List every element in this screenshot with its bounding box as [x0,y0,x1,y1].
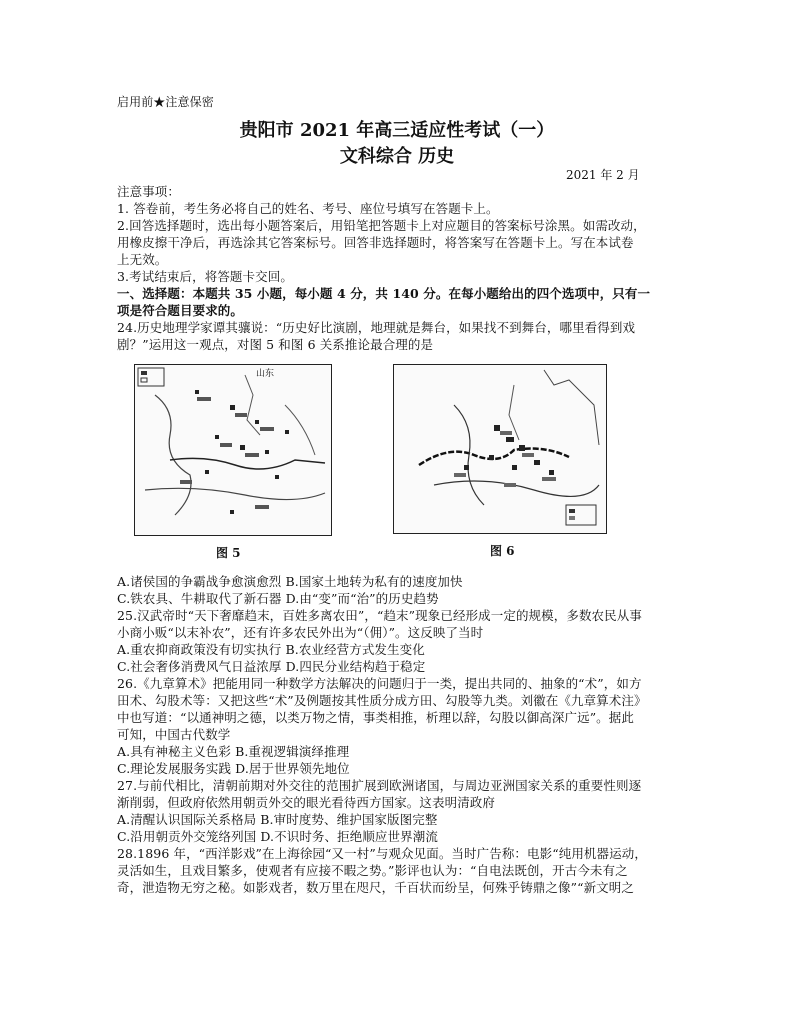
question-24-stem: 剧？”运用这一观点，对图 5 和图 6 关系推论最合理的是 [117,337,434,352]
figure-5-map [134,364,332,536]
question-25-option: A.重农抑商政策没有切实执行 B.农业经营方式发生变化 [117,642,425,657]
notes-line: 2.回答选择题时，选出每小题答案后，用铅笔把答题卡上对应题目的答案标号涂黑。如需改动， [117,218,646,233]
question-26-stem: 中也写道：“以通神明之德，以类万物之情，事类相推，析理以辞，勾股以御高深广远”。据此 [117,710,634,725]
notes-line: 1. 答卷前，考生务必将自己的姓名、考号、座位号填写在答题卡上。 [117,201,499,216]
question-28-stem: 灵活如生，且戏目繁多，使观者有应接不暇之势。”影评也认为：“自电法既创，开古今未有之 [117,863,628,878]
question-27-stem: 27.与前代相比，清朝前期对外交往的范围扩展到欧洲诸国，与周边亚洲国家关系的重要性则逐 [117,778,642,793]
question-24-stem: 24.历史地理学家谭其骧说：“历史好比演剧，地理就是舞台，如果找不到舞台，哪里看得到戏 [117,320,636,335]
figure-5-label: 山东 [256,369,275,379]
question-26-option: A.具有神秘主义色彩 B.重视逻辑演绎推理 [117,744,350,759]
exam-subtitle: 文科综合 历史 [339,146,455,167]
exam-title: 贵阳市 2021 年高三适应性考试（一） [239,120,555,141]
section-heading: 一、选择题：本题共 35 小题，每小题 4 分，共 140 分。在每小题给出的四个选项中，只有一 [117,286,651,301]
question-26-stem: 田术、勾股术等：又把这些“术”及例题按其性质分成方田、勾股等九类。刘徽在《九章算术注》 [117,693,647,708]
question-25-stem: 25.汉武帝时“天下奢靡趋末，百姓多离农田”，“趋末”现象已经形成一定的规模，多数农民从事 [117,608,642,623]
question-24-option: A.诸侯国的争霸战争愈演愈烈 B.国家土地转为私有的速度加快 [117,574,463,589]
question-27-option: C.沿用朝贡外交笼络列国 D.不识时务、拒绝顺应世界潮流 [117,829,438,844]
question-28-stem: 28.1896 年，“西洋影戏”在上海徐园“又一村”与观众见面。当时广告称：电影“纯用机器运动， [117,846,647,861]
figure-6-map [393,364,607,534]
question-24-option: C.铁农具、牛耕取代了新石器 D.由“变”而“治”的历史趋势 [117,591,439,606]
question-25-option: C.社会奢侈消费风气日益浓厚 D.四民分业结构趋于稳定 [117,659,426,674]
notes-line: 用橡皮擦干净后，再选涂其它答案标号。回答非选择题时，将答案写在答题卡上。写在本试卷 [117,235,634,250]
question-26-stem: 可知，中国古代数学 [117,727,231,742]
notes-line: 3.考试结束后，将答题卡交回。 [117,269,293,284]
figure-5-caption: 图 5 [216,546,241,560]
question-27-option: A.清醒认识国际关系格局 B.审时度势、维护国家版图完整 [117,812,438,827]
question-26-option: C.理论发展服务实践 D.居于世界领先地位 [117,761,350,776]
notes-heading: 注意事项： [117,184,181,199]
question-28-stem: 奇，泄造物无穷之秘。如影戏者，数万里在咫尺，千百状而纷呈，何殊乎铸鼎之像”“新文明之 [117,880,634,895]
question-27-stem: 渐削弱，但政府依然用朝贡外交的眼光看待西方国家。这表明清政府 [117,795,496,810]
question-26-stem: 26.《九章算术》把能用同一种数学方法解决的问题归于一类，提出共同的、抽象的“术”，如方 [117,676,642,691]
exam-date: 2021 年 2 月 [566,168,640,182]
section-heading: 项是符合题目要求的。 [117,303,244,318]
figure-6-caption: 图 6 [490,544,515,558]
question-24-figures [128,360,628,560]
notes-line: 上无效。 [117,252,168,267]
question-25-stem: 小商小贩“以末补农”，还有许多农民外出为“（佣）”。这反映了当时 [117,625,484,640]
confidential-note: 启用前★注意保密 [117,95,214,109]
